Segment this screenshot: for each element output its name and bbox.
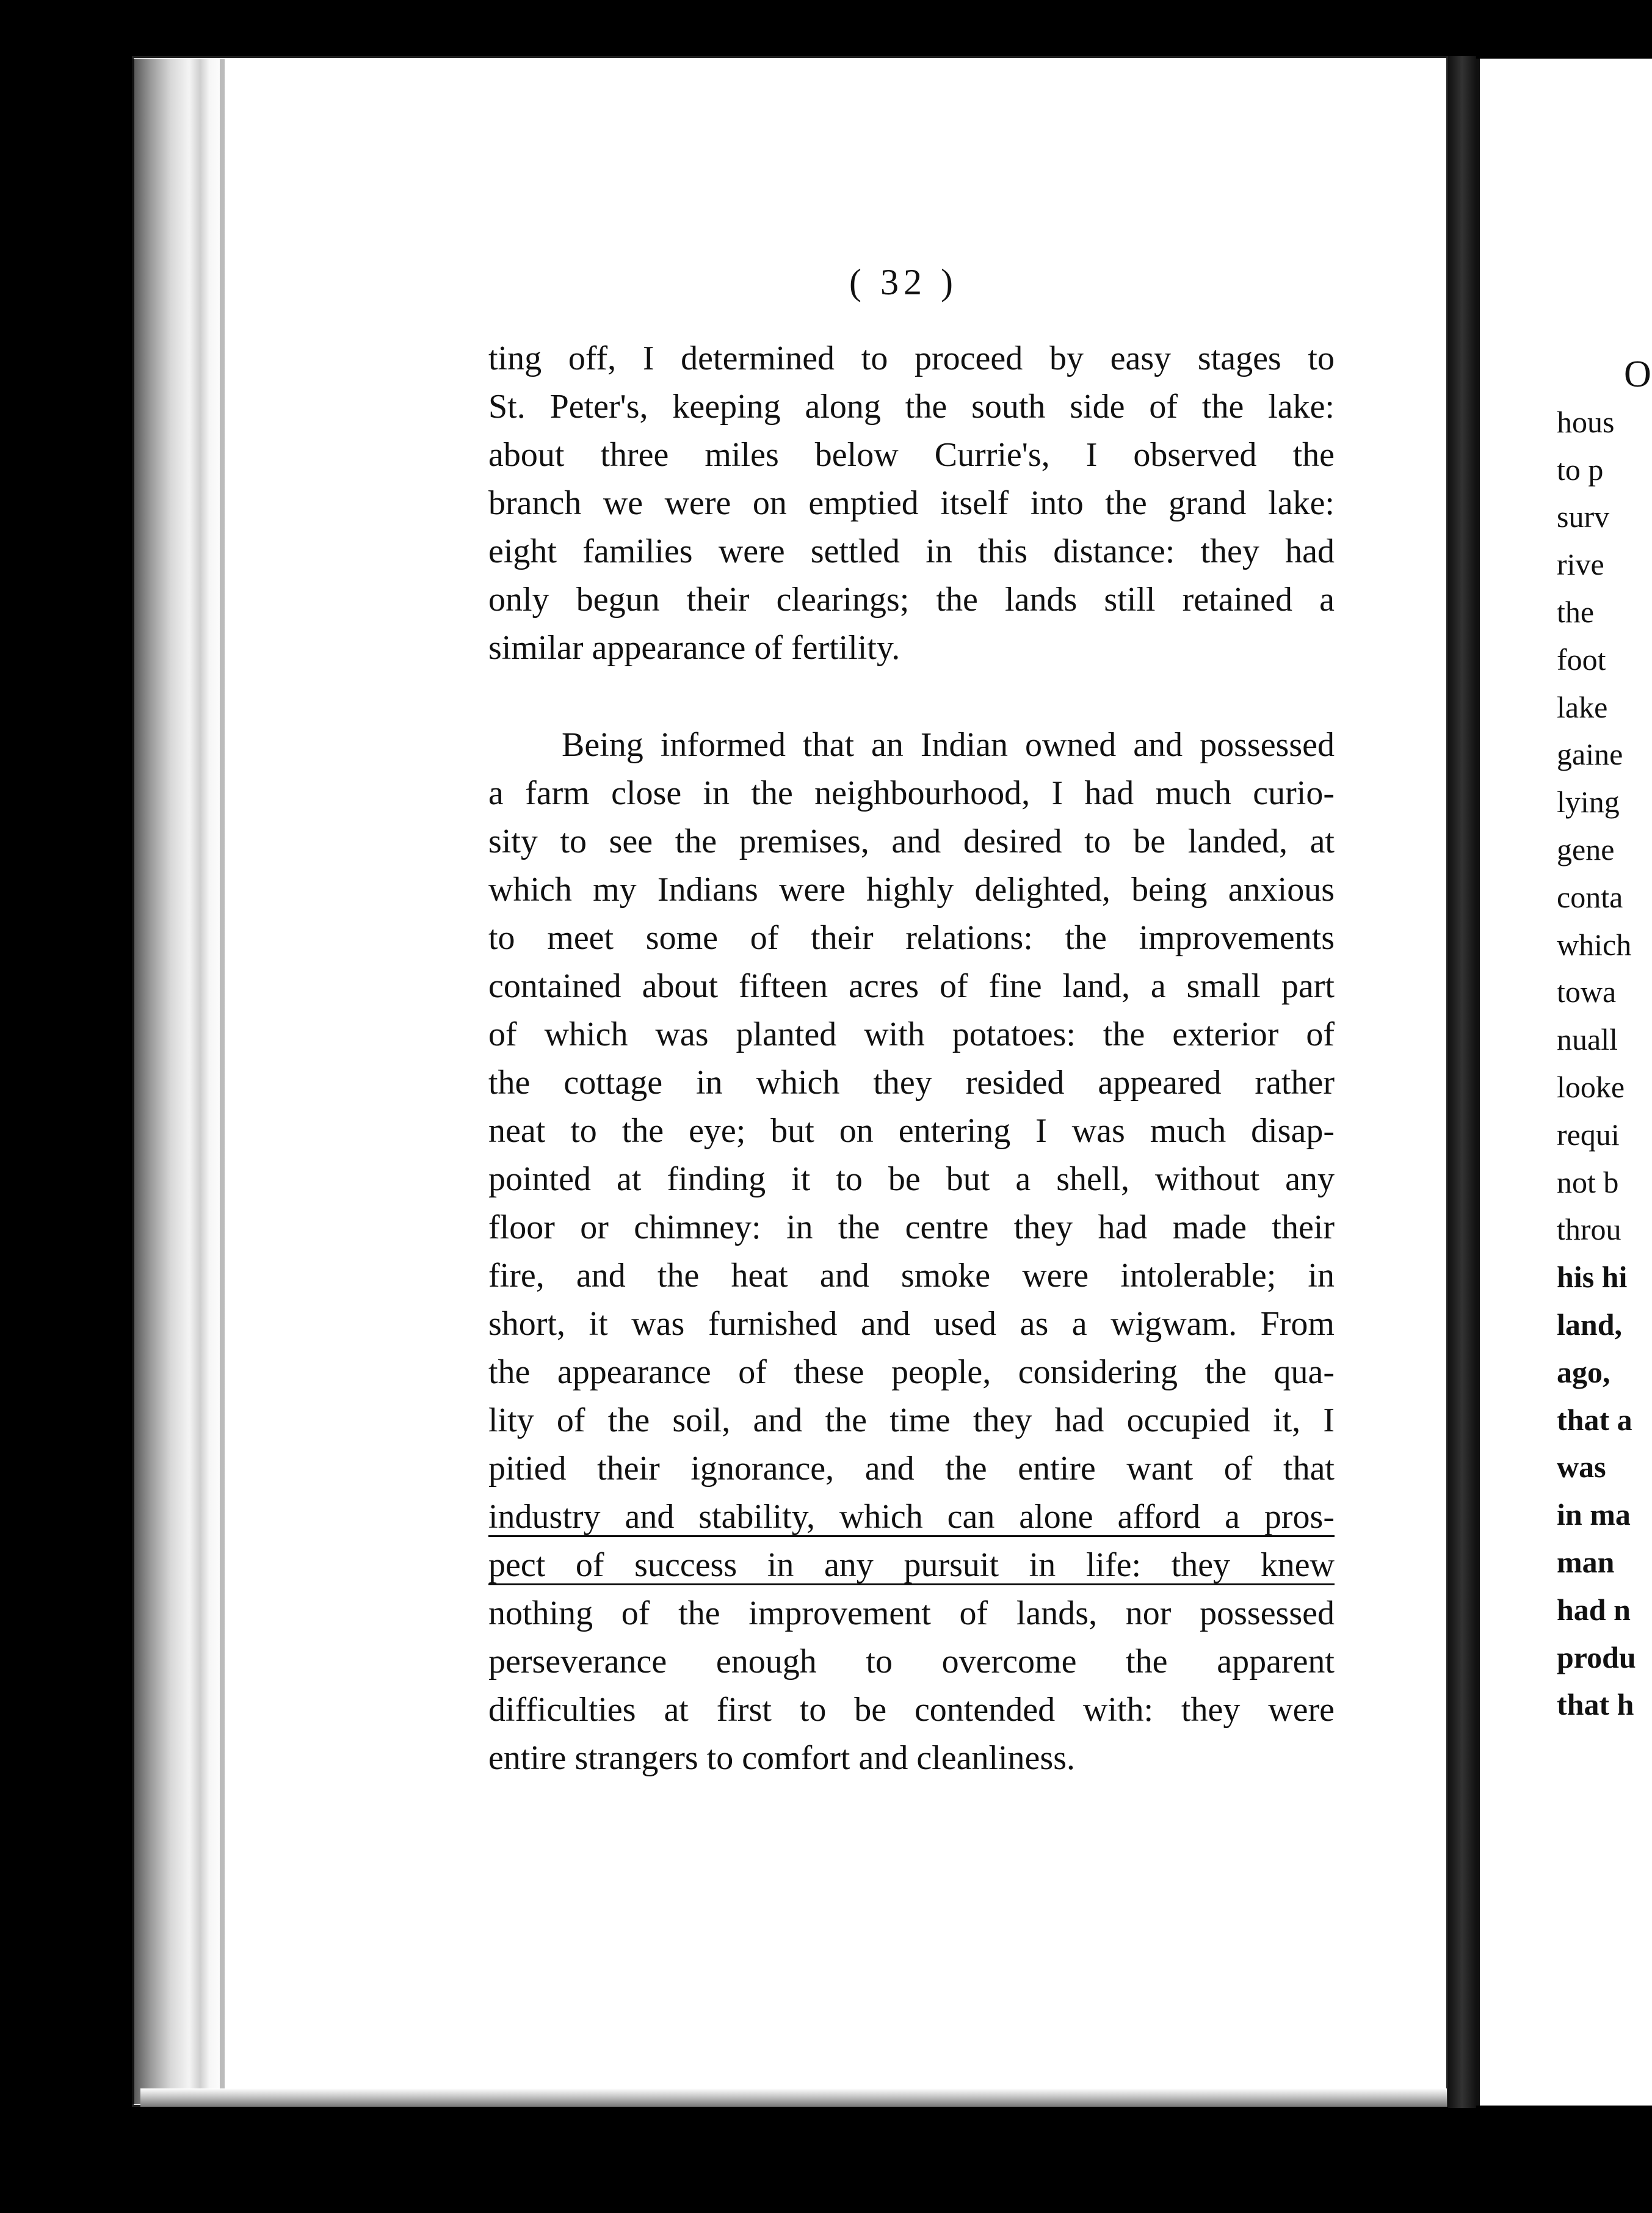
next-page-fragment: not b (1557, 1165, 1619, 1199)
next-page-fragment: hous (1557, 404, 1615, 439)
next-page-fragment: to p (1557, 452, 1604, 487)
text-line: similar appearance of fertility. (488, 629, 900, 667)
text-line: of which was planted with potatoes: the exterior of (488, 1016, 1335, 1053)
text-line-underlined: pect of success in any pursuit in life: they knew (488, 1546, 1335, 1584)
text-line: about three miles below Currie's, I observed the (488, 436, 1335, 474)
text-line: pitied their ignorance, and the entire want of that (488, 1450, 1335, 1488)
page-bottom-edge (140, 2088, 1447, 2107)
text-line: the appearance of these people, considering the qua- (488, 1353, 1335, 1391)
next-page-fragment: that h (1557, 1687, 1634, 1722)
next-page-fragment: lake (1557, 689, 1608, 724)
next-page-fragment: lying (1557, 785, 1620, 819)
page-number: ( 32 ) (849, 262, 958, 302)
text-line: the cottage in which they resided appeared rather (488, 1064, 1335, 1102)
next-page-fragment: his hi (1557, 1260, 1628, 1295)
text-line: eight families were settled in this distance: they had (488, 532, 1335, 570)
text-line: short, it was furnished and used as a wigwam. From (488, 1305, 1335, 1343)
next-page-text (1557, 351, 1651, 1729)
paragraph-gap (488, 672, 1335, 721)
text-line: branch we were on emptied itself into the grand lake: (488, 484, 1335, 522)
next-page-fragment: towa (1557, 975, 1617, 1009)
body-text (488, 335, 1335, 1782)
next-page-fragment: foot (1557, 642, 1606, 677)
text-line: a farm close in the neighbourhood, I had much curio- (488, 774, 1335, 812)
next-page-fragment: that a (1557, 1402, 1632, 1437)
next-page-fragment: ago, (1557, 1354, 1610, 1389)
next-page-fragment: conta (1557, 879, 1623, 914)
text-line: nothing of the improvement of lands, nor possessed (488, 1594, 1335, 1632)
next-page-fragment: man (1557, 1544, 1615, 1579)
next-page-fragment: land, (1557, 1307, 1623, 1342)
text-line: perseverance enough to overcome the apparent (488, 1643, 1335, 1681)
next-page-fragment: surv (1557, 500, 1610, 534)
text-line: contained about fifteen acres of fine land, a small part (488, 967, 1335, 1005)
text-line-underlined: industry and stability, which can alone afford a pros- (488, 1498, 1335, 1536)
next-page-fragment: rive (1557, 547, 1604, 582)
text-line: St. Peter's, keeping along the south side of the lake: (488, 388, 1335, 426)
next-page-fragment: which (1557, 927, 1632, 962)
next-page-fragment: nuall (1557, 1022, 1618, 1057)
next-page-fragment: requi (1557, 1117, 1620, 1152)
next-page-fragment: the (1557, 594, 1595, 629)
gutter-shadow (1448, 56, 1476, 2108)
next-page-fragment: gaine (1557, 737, 1623, 772)
text-line: to meet some of their relations: the improvements (488, 919, 1335, 957)
text-line: entire strangers to comfort and cleanliness. (488, 1739, 1075, 1777)
binding-fold (220, 59, 225, 2104)
next-page-fragment: was (1557, 1450, 1606, 1484)
next-page-fragment: gene (1557, 832, 1615, 867)
text-line: fire, and the heat and smoke were intolerable; in (488, 1257, 1335, 1295)
next-page-fragment: had n (1557, 1592, 1631, 1627)
text-line: floor or chimney: in the centre they had made their (488, 1208, 1335, 1246)
text-line: Being informed that an Indian owned and possessed (562, 726, 1335, 764)
text-line: neat to the eye; but on entering I was much disap- (488, 1112, 1335, 1150)
next-page-fragment: throu (1557, 1212, 1621, 1247)
text-line: only begun their clearings; the lands still retained a (488, 581, 1335, 619)
text-line: lity of the soil, and the time they had occupied it, I (488, 1401, 1335, 1439)
next-page-fragment: produ (1557, 1640, 1636, 1674)
text-line: ting off, I determined to proceed by easy stages to (488, 340, 1335, 377)
next-page-fragment: looke (1557, 1069, 1625, 1104)
text-line: pointed at finding it to be but a shell, without any (488, 1160, 1335, 1198)
text-line: difficulties at first to be contended with: they were (488, 1691, 1335, 1729)
binding-edge (132, 59, 226, 2104)
text-line: which my Indians were highly delighted, being anxious (488, 871, 1335, 909)
next-page-fragment: O (1624, 354, 1651, 395)
text-line: sity to see the premises, and desired to be landed, at (488, 823, 1335, 860)
next-page-fragment: in ma (1557, 1497, 1631, 1532)
